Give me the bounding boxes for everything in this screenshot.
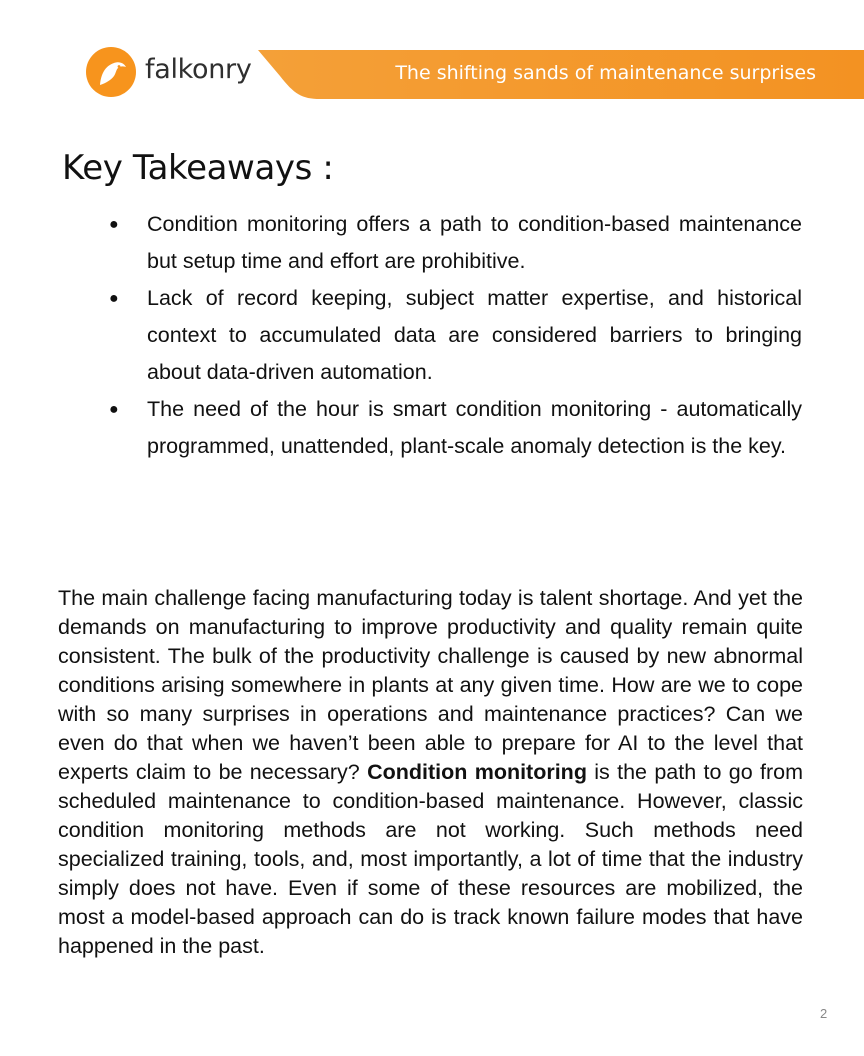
takeaway-item: [109, 391, 802, 465]
takeaway-text: The need of the hour is smart condition monitoring - automatically programmed, unattended, plant-scale anomaly detection is the key.: [147, 397, 802, 458]
bullet-icon: ●: [109, 401, 119, 418]
body-bold-term: Condition monitoring: [367, 760, 587, 784]
body-text-after: is the path to go from scheduled maintenance to condition-based maintenance. However, classic condition monitoring methods are not working. Such methods need specialized training, tools, and, most importantly, a lot of time that the industry simply does not have. Even if some of these resources are mobilized, the most a model-based approach can do is track known failure modes that have happened in the past.: [58, 760, 803, 958]
key-takeaways-heading: Key Takeaways :: [62, 148, 334, 188]
falcon-head-icon: [86, 47, 136, 97]
brand-logo: [86, 47, 256, 99]
takeaways-list: [109, 206, 802, 465]
brand-name: falkonry: [145, 54, 252, 85]
bullet-icon: ●: [109, 290, 119, 307]
takeaway-item: [109, 280, 802, 391]
takeaway-item: [109, 206, 802, 280]
body-paragraph: [58, 584, 803, 961]
bullet-icon: ●: [109, 216, 119, 233]
takeaway-text: Condition monitoring offers a path to condition-based maintenance but setup time and effort are prohibitive.: [147, 212, 802, 273]
page-number: 2: [820, 1006, 828, 1021]
header-banner: [258, 50, 864, 99]
takeaway-text: Lack of record keeping, subject matter expertise, and historical context to accumulated data are considered barriers to bringing about data-driven automation.: [147, 286, 802, 384]
banner-title: The shifting sands of maintenance surprises: [395, 62, 816, 84]
body-text-before: The main challenge facing manufacturing today is talent shortage. And yet the demands on manufacturing to improve productivity and quality remain quite consistent. The bulk of the productivity challenge is caused by new abnormal conditions arising somewhere in plants at any given time. How are we to cope with so many surprises in operations and maintenance practices? Can we even do that when we haven’t been able to prepare for AI to the level that experts claim to be necessary?: [58, 586, 803, 784]
